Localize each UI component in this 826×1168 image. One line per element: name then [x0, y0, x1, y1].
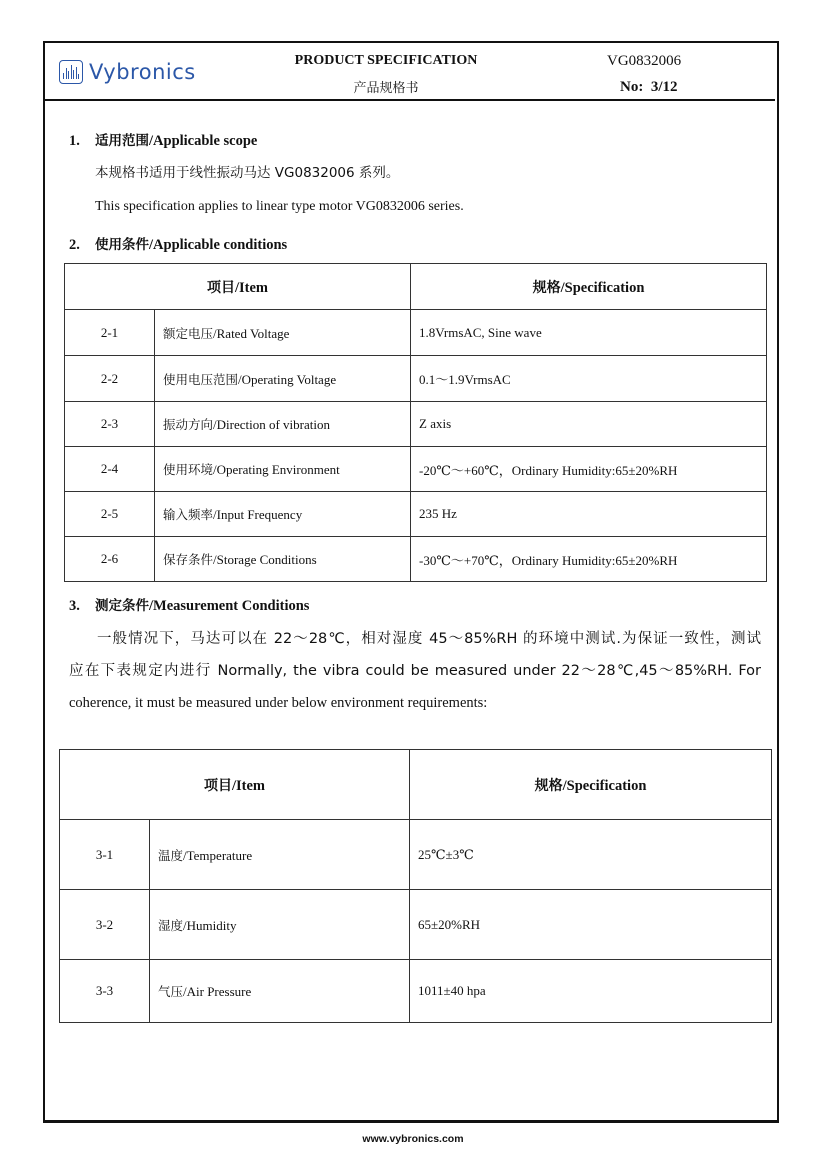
table-row: [60, 820, 772, 890]
footer-url: www.vybronics.com: [362, 1133, 464, 1145]
row-id: 2-5: [65, 492, 155, 537]
waveform-icon: [59, 60, 83, 84]
table-row: [65, 537, 767, 582]
scope-text-en: This specification applies to linear type motor VG0832006 series.: [95, 199, 464, 214]
row-id: 2-3: [65, 402, 155, 447]
row-item: 使用电压范围/Operating Voltage: [155, 356, 411, 402]
row-item: 振动方向/Direction of vibration: [155, 402, 411, 447]
header-divider: [45, 99, 775, 101]
header-item: 项目/Item: [65, 264, 411, 310]
table-row: [65, 447, 767, 492]
table-header-row: [65, 264, 767, 310]
row-spec: -20℃～+60℃，Ordinary Humidity:65±20%RH: [411, 447, 767, 492]
paragraph-line: coherence, it must be measured under below environment requirements:: [69, 695, 488, 711]
paragraph-line: 一般情况下，马达可以在 22～28℃，相对湿度 45～85%RH 的环境中测试.为保证一致性，测试: [97, 631, 761, 647]
page-header: [45, 43, 777, 99]
row-item: 湿度/Humidity: [150, 890, 410, 960]
section-title-en: /Applicable scope: [149, 133, 258, 149]
row-item: 保存条件/Storage Conditions: [155, 537, 411, 582]
page-frame: [43, 41, 779, 1123]
section-number: 1.: [69, 133, 80, 149]
section-2-heading: [69, 233, 287, 254]
document-code: VG0832006: [607, 53, 682, 69]
section-title-en: /Measurement Conditions: [149, 598, 310, 614]
row-spec: 235 Hz: [411, 492, 767, 537]
row-spec: -30℃～+70℃，Ordinary Humidity:65±20%RH: [411, 537, 767, 582]
row-id: 3-3: [60, 960, 150, 1023]
row-id: 2-2: [65, 356, 155, 402]
row-item: 输入频率/Input Frequency: [155, 492, 411, 537]
paragraph-line: 应在下表规定内进行 Normally, the vibra could be measured under 22～28℃,45～85%RH. For: [69, 663, 761, 679]
table-row: [65, 356, 767, 402]
row-id: 3-1: [60, 820, 150, 890]
row-spec: 25℃±3℃: [410, 820, 772, 890]
row-spec: 1.8VrmsAC, Sine wave: [411, 310, 767, 356]
measurement-paragraph: [69, 623, 761, 719]
table-row: [60, 890, 772, 960]
row-item: 额定电压/Rated Voltage: [155, 310, 411, 356]
header-spec: 规格/Specification: [411, 264, 767, 310]
table-header-row: [60, 750, 772, 820]
table-row: [65, 492, 767, 537]
row-spec: 65±20%RH: [410, 890, 772, 960]
section-title-cn: 测定条件: [95, 598, 149, 614]
table-row: [65, 402, 767, 447]
section-title-en: /Applicable conditions: [149, 237, 288, 253]
measurement-table: [59, 749, 772, 1023]
row-item: 温度/Temperature: [150, 820, 410, 890]
conditions-table: [64, 263, 767, 582]
document-title: PRODUCT SPECIFICATION: [294, 53, 478, 68]
document-title-cn: 产品规格书: [353, 81, 419, 96]
row-spec: 0.1～1.9VrmsAC: [411, 356, 767, 402]
section-title-cn: 适用范围: [95, 133, 149, 149]
section-number: 3.: [69, 598, 80, 614]
page-label: No:: [620, 79, 644, 95]
row-item: 使用环境/Operating Environment: [155, 447, 411, 492]
page-number: [620, 79, 678, 96]
row-spec: Z axis: [411, 402, 767, 447]
vybronics-logo: [59, 57, 196, 87]
header-item: 项目/Item: [60, 750, 410, 820]
table-row: [65, 310, 767, 356]
section-3-heading: [69, 594, 309, 615]
row-id: 2-1: [65, 310, 155, 356]
header-spec: 规格/Specification: [410, 750, 772, 820]
row-id: 2-4: [65, 447, 155, 492]
section-title-cn: 使用条件: [95, 237, 149, 253]
section-number: 2.: [69, 237, 80, 253]
table-row: [60, 960, 772, 1023]
row-spec: 1011±40 hpa: [410, 960, 772, 1023]
row-item: 气压/Air Pressure: [150, 960, 410, 1023]
page-value: 3/12: [650, 79, 678, 95]
logo-text: Vybronics: [89, 60, 196, 84]
scope-text-cn: 本规格书适用于线性振动马达 VG0832006 系列。: [95, 165, 400, 181]
section-1-heading: [69, 129, 257, 150]
row-id: 2-6: [65, 537, 155, 582]
row-id: 3-2: [60, 890, 150, 960]
